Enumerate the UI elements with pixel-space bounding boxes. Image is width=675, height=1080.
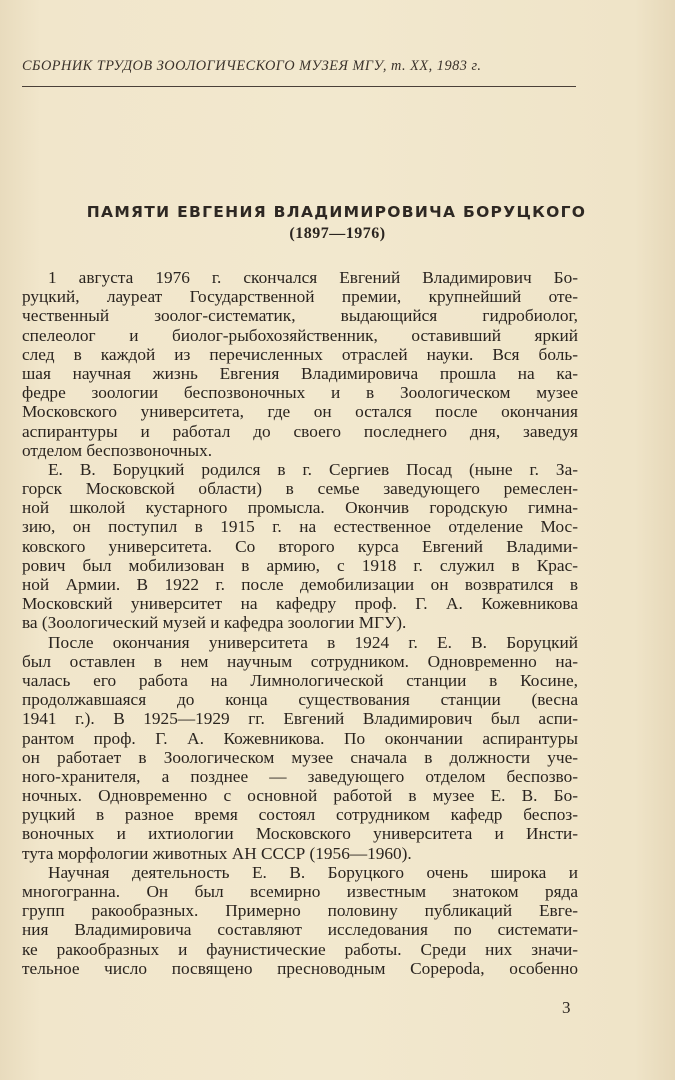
text-line: горск Московской области) в семье заведующего ремеслен- xyxy=(22,479,578,499)
text-line: 1941 г.). В 1925—1929 гг. Евгений Владимирович был аспи- xyxy=(22,709,578,729)
text-line: зию, он поступил в 1915 г. на естественное отделение Мос- xyxy=(22,517,578,537)
text-line: тута морфологии животных АН СССР (1956—1960). xyxy=(22,843,412,863)
text-line: аспирантуры и работал до своего последнего дня, заведуя xyxy=(22,421,578,441)
text-line: тельное число посвящено пресноводным Copepoda, особенно xyxy=(22,958,578,978)
text-line: ной школой кустарного промысла. Окончив городскую гимна- xyxy=(22,498,578,518)
text-line: чественный зоолог-систематик, выдающийся гидробиолог, xyxy=(22,306,578,326)
text-line: был оставлен в нем научным сотрудником. Одновременно на- xyxy=(22,651,578,671)
text-line: рович был мобилизован в армию, с 1918 г. служил в Крас- xyxy=(22,555,578,575)
text-line: ночных. Одновременно с основной работой в музее Е. В. Бо- xyxy=(22,786,578,806)
text-line: ного-хранителя, а позднее — заведующего отделом беспозво- xyxy=(22,766,578,786)
text-line: Е. В. Боруцкий родился в г. Сергиев Посад (ныне г. За- xyxy=(48,459,578,479)
header-rule xyxy=(22,86,576,87)
text-line: многогранна. Он был всемирно известным знатоком ряда xyxy=(22,882,578,901)
text-line: след в каждой из перечисленных отраслей науки. Вся боль- xyxy=(22,344,578,364)
text-line: Московский университет на кафедру проф. Г. А. Кожевникова xyxy=(22,594,578,614)
article-title-block xyxy=(0,203,675,243)
running-head: СБОРНИК ТРУДОВ ЗООЛОГИЧЕСКОГО МУЗЕЯ МГУ, т. XX, 1983 г. xyxy=(22,58,482,74)
article-years: (1897—1976) xyxy=(289,225,386,242)
article-body xyxy=(22,268,578,978)
text-line: шая научная жизнь Евгения Владимировича прошла на ка- xyxy=(22,363,578,383)
text-line: 1 августа 1976 г. скончался Евгений Владимирович Бо- xyxy=(48,268,578,287)
text-line: федре зоологии беспозвоночных и в Зоологическом музее xyxy=(22,383,578,403)
text-line: руцкий, лауреат Государственной премии, крупнейший оте- xyxy=(22,287,578,307)
text-line: ния Владимировича составляют исследования по системати- xyxy=(22,920,578,940)
page-number: 3 xyxy=(562,998,571,1017)
text-line: групп ракообразных. Примерно половину публикаций Евге- xyxy=(22,901,578,921)
text-line: После окончания университета в 1924 г. Е. В. Боруцкий xyxy=(48,632,578,652)
text-line: рантом проф. Г. А. Кожевникова. По окончании аспирантуры xyxy=(22,728,578,748)
text-line: ковского университета. Со второго курса Евгений Владими- xyxy=(22,536,578,556)
article-title: ПАМЯТИ ЕВГЕНИЯ ВЛАДИМИРОВИЧА БОРУЦКОГО xyxy=(86,203,587,221)
text-line: продолжавшаяся до конца существования станции (весна xyxy=(22,690,578,710)
text-line: ке ракообразных и фаунистические работы. Среди них значи- xyxy=(22,939,578,959)
text-line: воночных и ихтиологии Московского университета и Инсти- xyxy=(22,824,578,844)
text-line: Научная деятельность Е. В. Боруцкого очень широка и xyxy=(48,862,578,882)
text-line: ной Армии. В 1922 г. после демобилизации он возвратился в xyxy=(22,575,578,594)
text-line: ва (Зоологический музей и кафедра зоологии МГУ). xyxy=(22,613,407,633)
text-line: чалась его работа на Лимнологической станции в Косине, xyxy=(22,670,578,690)
text-line: он работает в Зоологическом музее сначала в должности уче- xyxy=(22,747,578,767)
text-line: спелеолог и биолог-рыбохозяйственник, оставивший яркий xyxy=(22,325,578,345)
text-line: отделом беспозвоночных. xyxy=(22,440,213,460)
text-line: руцкий в разное время состоял сотрудником кафедр беспоз- xyxy=(22,805,578,825)
text-line: Московского университета, где он остался после окончания xyxy=(22,402,578,422)
